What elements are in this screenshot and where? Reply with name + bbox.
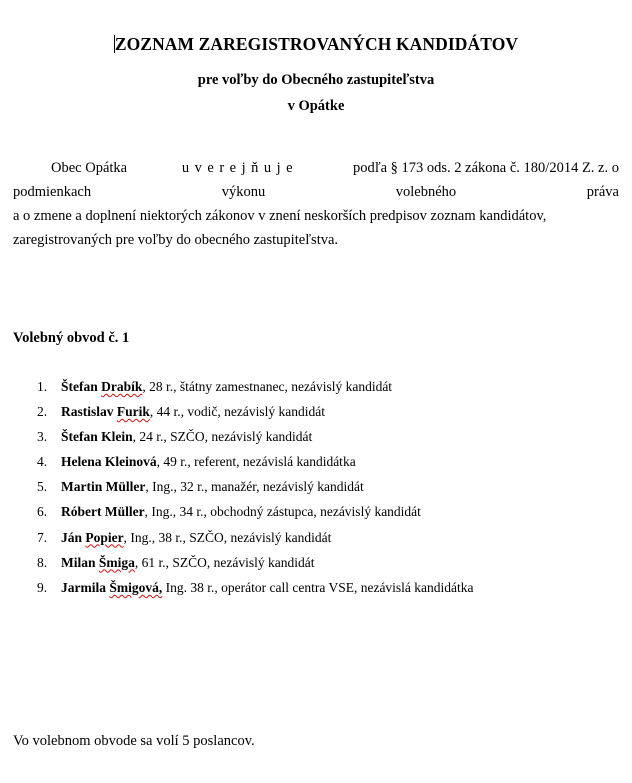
intro-line1-part-b: uverejňuje: [181, 160, 299, 176]
candidate-last-name: Šmiga: [98, 554, 135, 570]
candidate-details: , Ing., 38 r., SZČO, nezávislý kandidát: [123, 529, 332, 545]
intro-paragraph: [13, 156, 619, 252]
candidate-first-name: Jarmila: [61, 579, 106, 595]
candidate-first-name: Rastislav: [61, 404, 114, 420]
intro-line2-part-a: podmienkach: [13, 184, 92, 200]
candidate-item: [13, 553, 619, 578]
candidate-number: 2.: [37, 404, 48, 420]
candidate-item: [13, 502, 619, 527]
district-heading: Volebný obvod č. 1: [13, 330, 130, 346]
candidate-details: , 24 r., SZČO, nezávislý kandidát: [132, 429, 313, 445]
candidate-first-name: Štefan: [61, 429, 98, 445]
candidate-last-name: Drabík: [101, 379, 143, 394]
candidate-number: 9.: [37, 579, 48, 595]
candidate-details: , 44 r., vodič, nezávislý kandidát: [149, 404, 325, 420]
candidate-number: 1.: [37, 379, 48, 394]
candidate-details: , 61 r., SZČO, nezávislý kandidát: [134, 554, 315, 570]
candidate-first-name: Ján: [61, 529, 83, 545]
intro-line3: a o zmene a doplnení niektorých zákonov v znení neskorších predpisov zoznam kandidátov,: [13, 208, 547, 224]
candidate-last-name: Müller: [104, 504, 145, 520]
candidate-first-name: Martin: [61, 479, 103, 495]
intro-line1-part-a: Obec Opátka: [51, 160, 128, 176]
candidate-item: [13, 578, 619, 603]
candidate-details: , Ing., 34 r., obchodný zástupca, nezávislý kandidát: [144, 504, 421, 520]
document-title-text: ZOZNAM ZAREGISTROVANÝCH KANDIDÁTOV: [114, 34, 519, 54]
candidate-last-name: Kleinová: [104, 454, 157, 470]
candidate-item: [13, 427, 619, 452]
intro-line4: zaregistrovaných pre voľby do obecného zastupiteľstva.: [13, 232, 339, 248]
candidate-first-name: Helena: [61, 454, 102, 470]
candidate-number: 7.: [37, 529, 48, 545]
candidate-last-name: Müller: [105, 479, 146, 495]
candidate-number: 4.: [37, 454, 48, 470]
candidate-details: , 28 r., štátny zamestnanec, nezávislý kandidát: [142, 379, 393, 394]
candidate-last-name: Furik: [116, 404, 150, 420]
candidate-last-name: Klein: [101, 429, 133, 445]
candidate-first-name: Milan: [61, 554, 96, 570]
document-subtitle-line2: v Opátke: [287, 98, 345, 114]
candidate-last-name: Popier: [85, 529, 124, 545]
candidate-number: 6.: [37, 504, 48, 520]
candidate-details: Ing. 38 r., operátor call centra VSE, nezávislá kandidátka: [162, 579, 474, 595]
candidate-first-name: Róbert: [61, 504, 102, 520]
footer-note: Vo volebnom obvode sa volí 5 poslancov.: [13, 733, 255, 749]
intro-line1-part-c: podľa § 173 ods. 2 zákona č. 180/2014 Z. z. o: [352, 160, 619, 176]
candidate-item: [13, 377, 619, 402]
candidate-last-name: Šmigová,: [109, 579, 163, 595]
candidate-number: 8.: [37, 554, 48, 570]
candidate-item: [13, 477, 619, 502]
document-subtitle-line1: pre voľby do Obecného zastupiteľstva: [197, 72, 435, 88]
candidate-details: , 49 r., referent, nezávislá kandidátka: [156, 454, 356, 470]
candidate-first-name: Štefan: [61, 379, 98, 394]
candidate-list: [13, 377, 619, 603]
intro-line2-part-d: práva: [586, 184, 619, 200]
candidate-item: [13, 452, 619, 477]
candidate-item: [13, 402, 619, 427]
candidate-number: 3.: [37, 429, 48, 445]
document-title: [0, 34, 632, 55]
candidate-number: 5.: [37, 479, 48, 495]
intro-line2-part-c: volebného: [395, 184, 457, 200]
candidate-details: , Ing., 32 r., manažér, nezávislý kandidát: [145, 479, 364, 495]
candidate-item: [13, 528, 619, 553]
intro-line2-part-b: výkonu: [221, 184, 266, 200]
